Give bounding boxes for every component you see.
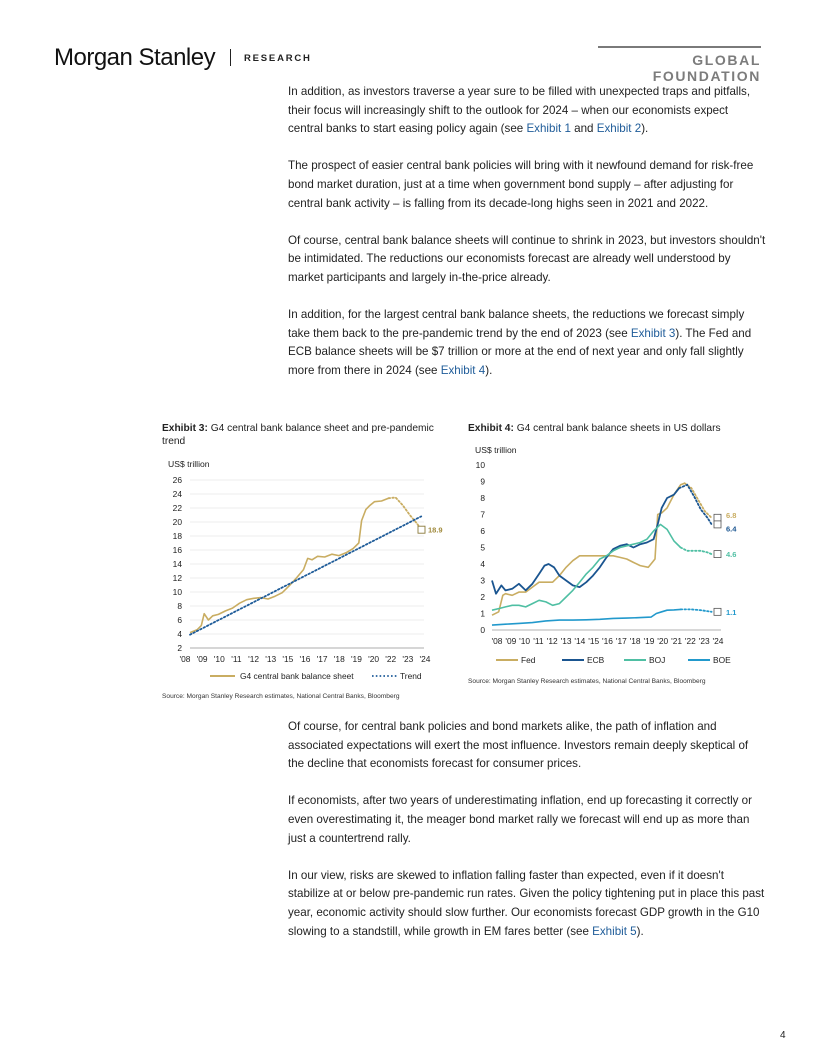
body-text-top <box>288 83 766 399</box>
y-tick-label: 8 <box>177 601 182 611</box>
legend-label: BOE <box>713 655 731 665</box>
ecb-line <box>492 488 679 594</box>
y-tick-label: 10 <box>172 587 182 597</box>
exhibit-4-source: Source: Morgan Stanley Research estimates, National Central Banks, Bloomberg <box>468 678 706 685</box>
x-tick-label: '15 <box>282 654 294 664</box>
x-tick-label: '18 <box>333 654 345 664</box>
x-tick-label: '10 <box>213 654 225 664</box>
ecb-forecast-line <box>679 485 711 525</box>
y-tick-label: 6 <box>480 526 485 536</box>
end-value-label: 1.1 <box>726 607 737 617</box>
y-tick-label: 5 <box>480 542 485 553</box>
paragraph: In addition, as investors traverse a year sure to be filled with unexpected traps and pitfalls, their focus will increasingly shift to the outlook for 2024 – when our economists expect central banks to start easing policy again (see Exhibit 1 and Exhibit 2). <box>288 85 751 136</box>
x-tick-label: '13 <box>560 636 572 646</box>
exhibit-3-title: Exhibit 3: G4 central bank balance sheet and pre-pandemic trend <box>162 423 434 447</box>
paragraph: Of course, for central bank policies and bond markets alike, the path of inflation and associated expectations will exert the most influence. Investors remain deeply skeptical of the decline that economists forecast for consumer prices. <box>288 720 749 771</box>
y-tick-label: 7 <box>480 509 485 520</box>
paragraph: In addition, for the largest central bank balance sheets, the reductions we forecast simply take them back to the pre-pandemic trend by the end of 2023 (see Exhibit 3). The Fed and ECB balance sheets will be $7 trillion or more at the end of next year and only fall slightly more from there in 2024 (see Exhibit 4). <box>288 308 752 377</box>
x-tick-label: '12 <box>546 636 558 646</box>
x-tick-label: '11 <box>231 654 242 664</box>
x-tick-label: '13 <box>265 654 277 664</box>
exhibit-3-source: Source: Morgan Stanley Research estimates, National Central Banks, Bloomberg <box>162 693 400 700</box>
y-tick-label: 26 <box>172 475 182 485</box>
end-marker <box>418 526 425 533</box>
x-tick-label: '22 <box>385 654 397 664</box>
exhibit-4-chart <box>466 441 766 673</box>
y-tick-label: 22 <box>172 503 182 513</box>
x-tick-label: '23 <box>698 636 710 646</box>
end-value-label: 6.8 <box>726 510 737 520</box>
y-axis-label: US$ trillion <box>168 459 210 469</box>
end-marker <box>714 514 721 521</box>
x-tick-label: '14 <box>574 636 586 646</box>
y-tick-label: 4 <box>177 629 182 639</box>
fed-line <box>492 483 685 615</box>
header-divider <box>230 49 231 66</box>
legend-label: Trend <box>400 671 422 681</box>
exhibit-3-chart <box>160 455 458 685</box>
x-tick-label: '12 <box>248 654 260 664</box>
x-tick-label: '10 <box>519 636 531 646</box>
x-tick-label: '22 <box>684 636 696 646</box>
x-tick-label: '17 <box>615 636 627 646</box>
y-tick-label: 6 <box>177 615 182 625</box>
end-value-label: 6.4 <box>726 524 737 534</box>
exhibit-link[interactable]: Exhibit 4 <box>440 363 486 377</box>
x-tick-label: '15 <box>588 636 600 646</box>
x-tick-label: '24 <box>712 636 724 646</box>
x-tick-label: '08 <box>491 636 503 646</box>
x-tick-label: '08 <box>179 654 191 664</box>
body-text-bottom <box>288 718 766 960</box>
y-tick-label: 4 <box>480 559 485 569</box>
brand-title: GLOBAL FOUNDATION <box>652 52 761 84</box>
x-tick-label: '11 <box>533 636 544 646</box>
y-tick-label: 3 <box>480 575 485 586</box>
y-tick-label: 18 <box>172 531 182 541</box>
paragraph: In our view, risks are skewed to inflation falling faster than expected, even if it doesn't stabilize at or below pre-pandemic run rates. Given the policy tightening put in place this past year, economic activity should slow further. Our economists forecast GDP growth in the G10 slowing to a standstill, while growth in EM fares better (see Exhibit 5). <box>288 868 765 938</box>
brand-rule <box>598 46 761 48</box>
y-tick-label: 2 <box>177 643 182 653</box>
y-tick-label: 16 <box>172 545 182 555</box>
end-marker <box>714 551 721 558</box>
legend-label: G4 central bank balance sheet <box>240 671 354 681</box>
x-tick-label: '09 <box>196 654 208 664</box>
x-tick-label: '19 <box>350 654 362 664</box>
x-tick-label: '20 <box>657 636 669 646</box>
trend-line <box>190 516 421 634</box>
paragraph: The prospect of easier central bank policies will bring with it newfound demand for risk-free bond market duration, just at a time when government bond supply – after adjusting for central bank activity – is falling from its decade-long highs seen in 2021 and 2022. <box>288 159 754 210</box>
end-marker <box>714 521 721 528</box>
x-tick-label: '19 <box>643 636 655 646</box>
header-section-label: RESEARCH <box>244 53 312 64</box>
page-number: 4 <box>780 1030 786 1041</box>
end-value-label: 18.9 <box>428 525 443 535</box>
end-marker <box>714 608 721 615</box>
y-tick-label: 20 <box>172 517 182 527</box>
x-tick-label: '20 <box>368 654 380 664</box>
boj-forecast-line <box>681 548 712 555</box>
boe-forecast-line <box>681 609 712 611</box>
y-tick-label: 12 <box>172 573 182 583</box>
y-tick-label: 2 <box>480 592 485 602</box>
y-tick-label: 9 <box>480 476 485 487</box>
boe-line <box>492 609 681 625</box>
x-tick-label: '16 <box>602 636 613 646</box>
x-tick-label: '16 <box>299 654 311 664</box>
y-tick-label: 8 <box>480 493 485 503</box>
x-tick-label: '24 <box>419 654 431 664</box>
x-tick-label: '21 <box>671 636 683 646</box>
balance-sheet-line <box>190 498 389 632</box>
y-tick-label: 14 <box>172 559 182 569</box>
y-tick-label: 1 <box>480 608 485 619</box>
boj-line <box>492 524 681 610</box>
exhibit-link[interactable]: Exhibit 2 <box>596 122 642 136</box>
y-tick-label: 24 <box>172 489 182 499</box>
legend-label: BOJ <box>649 655 666 665</box>
y-axis-label: US$ trillion <box>475 445 517 455</box>
morgan-stanley-logo: Morgan Stanley <box>54 44 216 71</box>
x-tick-label: '18 <box>629 636 641 646</box>
exhibit-link[interactable]: Exhibit 5 <box>592 924 637 938</box>
exhibit-link[interactable]: Exhibit 1 <box>526 122 571 136</box>
legend-label: Fed <box>521 655 536 665</box>
end-value-label: 4.6 <box>726 550 737 560</box>
y-tick-label: 0 <box>480 625 485 635</box>
x-tick-label: '17 <box>316 654 328 664</box>
paragraph: Of course, central bank balance sheets will continue to shrink in 2023, but investors shouldn't be intimidated. The reductions our economists forecast are already well understood by market participants and largely in-the-price already. <box>288 233 766 284</box>
exhibit-4-title: Exhibit 4: G4 central bank balance sheets in US dollars <box>468 423 721 434</box>
x-tick-label: '09 <box>505 636 517 646</box>
exhibit-link[interactable]: Exhibit 3 <box>630 326 676 340</box>
x-tick-label: '23 <box>402 654 414 664</box>
y-tick-label: 10 <box>475 460 485 470</box>
paragraph: If economists, after two years of underestimating inflation, end up forecasting it correctly or even overestimating it, the meager bond market rally we forecast will end up as more than just a countertrend rally. <box>288 794 752 845</box>
legend-label: ECB <box>587 655 605 665</box>
